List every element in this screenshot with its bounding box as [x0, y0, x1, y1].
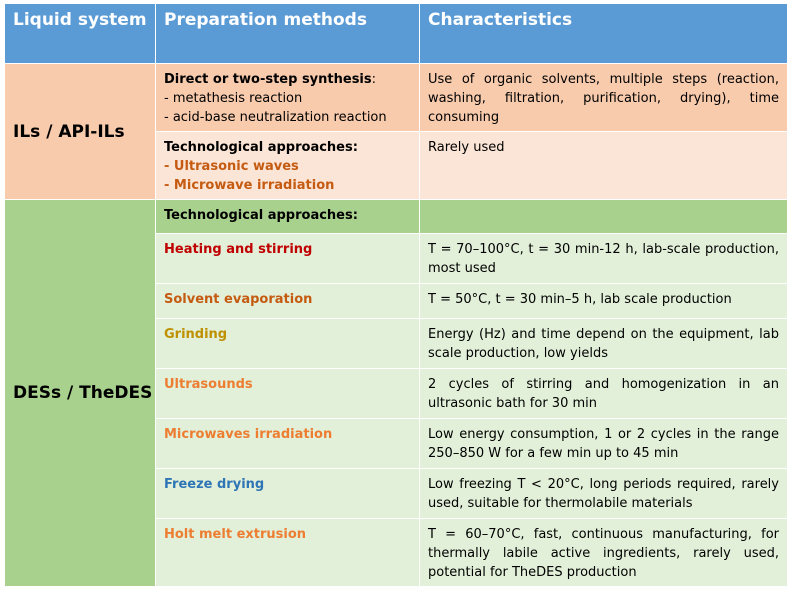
method-cell: Grinding — [156, 319, 420, 369]
method-item: - Microwave irradiation — [164, 178, 335, 193]
characteristics-cell: Use of organic solvents, multiple steps (reaction, washing, filtration, purification, drying), time consuming — [420, 64, 788, 132]
header-liquid-system: Liquid system — [5, 4, 156, 64]
method-cell: Heating and stirring — [156, 234, 420, 284]
method-cell — [156, 132, 420, 200]
header-preparation-methods: Preparation methods — [156, 4, 420, 64]
method-cell: Holt melt extrusion — [156, 519, 420, 587]
characteristics-cell: 2 cycles of stirring and homogenization in an ultrasonic bath for 30 min — [420, 369, 788, 419]
method-title-colon: : — [371, 72, 377, 87]
characteristics-cell: Low energy consumption, 1 or 2 cycles in the range 250–850 W for a few min up to 45 min — [420, 419, 788, 469]
header-characteristics: Characteristics — [420, 4, 788, 64]
method-cell — [156, 64, 420, 132]
characteristics-cell: Low freezing T < 20°C, long periods required, rarely used, suitable for thermolabile materials — [420, 469, 788, 519]
method-cell: Ultrasounds — [156, 369, 420, 419]
characteristics-cell: Rarely used — [420, 132, 788, 200]
table-row — [5, 200, 788, 234]
characteristics-cell: T = 60–70°C, fast, continuous manufacturing, for thermally labile active ingredients, rarely used, potential for TheDES production — [420, 519, 788, 587]
method-cell: Solvent evaporation — [156, 284, 420, 319]
method-item: - metathesis reaction — [164, 91, 303, 106]
section-title-empty — [420, 200, 788, 234]
method-cell: Freeze drying — [156, 469, 420, 519]
system-ils: ILs / API-ILs — [5, 64, 156, 200]
characteristics-cell: Energy (Hz) and time depend on the equipment, lab scale production, low yields — [420, 319, 788, 369]
method-item: - acid-base neutralization reaction — [164, 110, 387, 125]
section-title: Technological approaches: — [156, 200, 420, 234]
preparation-methods-table — [4, 3, 788, 587]
characteristics-cell: T = 70–100°C, t = 30 min-12 h, lab-scale production, most used — [420, 234, 788, 284]
system-des: DESs / TheDES — [5, 200, 156, 587]
method-cell: Microwaves irradiation — [156, 419, 420, 469]
header-row — [5, 4, 788, 64]
method-title: Direct or two-step synthesis — [164, 72, 372, 87]
characteristics-cell: T = 50°C, t = 30 min–5 h, lab scale production — [420, 284, 788, 319]
method-item: - Ultrasonic waves — [164, 159, 299, 174]
table-row — [5, 64, 788, 132]
method-title: Technological approaches: — [164, 140, 358, 155]
